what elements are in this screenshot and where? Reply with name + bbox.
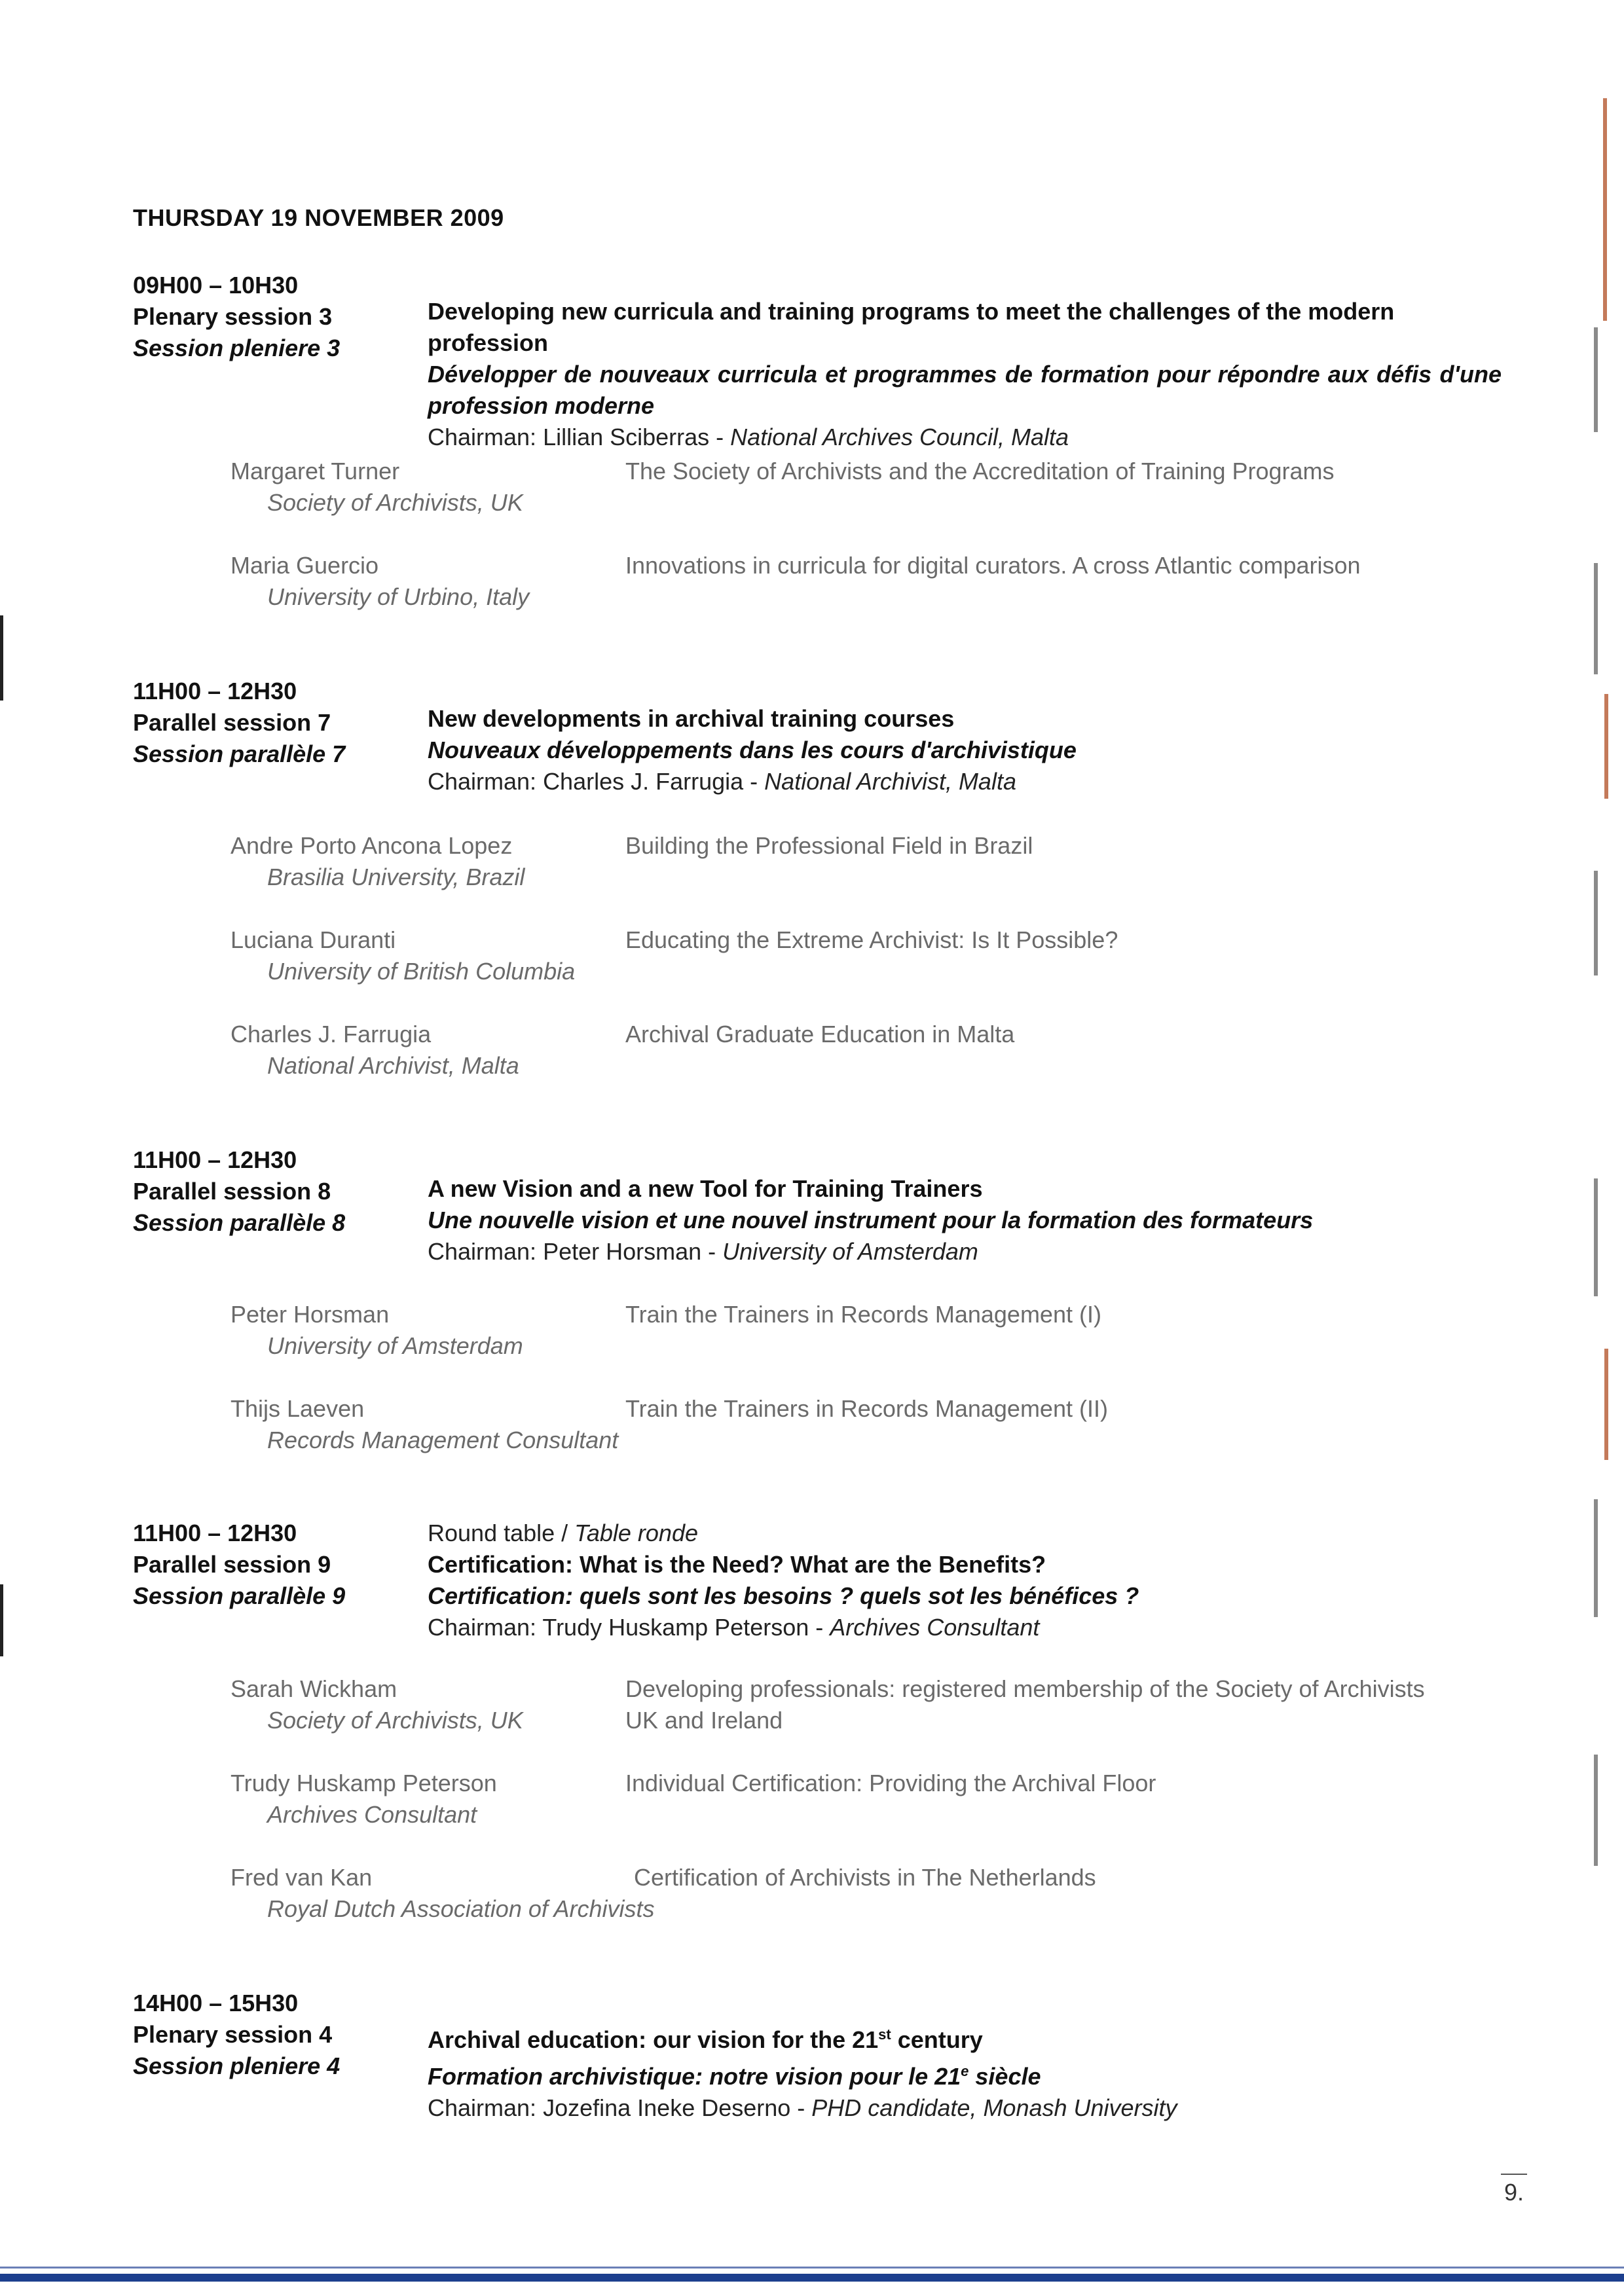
edge-mark bbox=[1594, 871, 1598, 975]
speaker-name: Andre Porto Ancona Lopez bbox=[231, 832, 513, 859]
speaker-name: Trudy Huskamp Peterson bbox=[231, 1770, 497, 1796]
session-chair bbox=[428, 2092, 1502, 2124]
session-meta bbox=[133, 1988, 408, 2082]
session-title-fr: Une nouvelle vision et une nouvel instrument pour la formation des formateurs bbox=[428, 1207, 1314, 1233]
session-details bbox=[428, 1173, 1502, 1267]
day-heading: THURSDAY 19 NOVEMBER 2009 bbox=[133, 204, 504, 231]
speaker-name: Margaret Turner bbox=[231, 458, 400, 484]
edge-mark bbox=[1604, 694, 1608, 799]
session-chair bbox=[428, 422, 1502, 453]
talk-title: Certification of Archivists in The Netherlands bbox=[634, 1864, 1096, 1891]
session-format bbox=[428, 1518, 1502, 1549]
talk-title: Individual Certification: Providing the Archival Floor bbox=[625, 1770, 1156, 1796]
chair-name: Chairman: Peter Horsman - bbox=[428, 1238, 723, 1265]
chair-name: Chairman: Lillian Sciberras - bbox=[428, 424, 731, 450]
bottom-border-line bbox=[0, 2267, 1624, 2269]
speaker-affiliation: University of British Columbia bbox=[267, 958, 576, 985]
session-time: 11H00 – 12H30 bbox=[133, 1146, 297, 1173]
session-time: 11H00 – 12H30 bbox=[133, 678, 297, 704]
edge-mark bbox=[0, 1630, 3, 1656]
session-title-text: Archival education: our vision for the 21 bbox=[428, 2026, 879, 2053]
session-title-fr-text: Formation archivistique: notre vision pour le 21 bbox=[428, 2063, 961, 2090]
chair-affiliation: University of Amsterdam bbox=[722, 1238, 978, 1265]
session-title: A new Vision and a new Tool for Training Trainers bbox=[428, 1175, 983, 1202]
speaker-affiliation: Royal Dutch Association of Archivists bbox=[267, 1895, 655, 1922]
ordinal-suffix-fr: e bbox=[961, 2063, 969, 2079]
session-format-en: Round table / bbox=[428, 1520, 575, 1546]
edge-mark bbox=[1594, 563, 1598, 674]
edge-mark bbox=[1594, 1499, 1598, 1617]
session-title-fr: Développer de nouveaux curricula et programmes de formation pour répondre aux défis d'une profession moderne bbox=[428, 361, 1502, 419]
session-details bbox=[428, 703, 1502, 797]
speaker-affiliation: Society of Archivists, UK bbox=[267, 489, 523, 516]
chair-name: Chairman: Charles J. Farrugia - bbox=[428, 768, 765, 795]
edge-mark bbox=[1604, 1349, 1608, 1460]
session-title-fr: Nouveaux développements dans les cours d'archivistique bbox=[428, 737, 1077, 763]
session-name: Plenary session 3 bbox=[133, 303, 333, 330]
edge-mark bbox=[0, 615, 3, 701]
session-chair bbox=[428, 766, 1502, 797]
session-meta bbox=[133, 1518, 408, 1612]
speaker-name: Fred van Kan bbox=[231, 1864, 373, 1891]
ordinal-suffix: st bbox=[878, 2026, 891, 2043]
page-number: 9. bbox=[1501, 2174, 1527, 2206]
speaker-name: Maria Guercio bbox=[231, 552, 379, 579]
speaker-affiliation: Archives Consultant bbox=[267, 1801, 477, 1828]
session-name-fr: Session parallèle 8 bbox=[133, 1209, 346, 1236]
talk-title: Educating the Extreme Archivist: Is It Possible? bbox=[625, 926, 1118, 953]
talk-title: Train the Trainers in Records Management (I) bbox=[625, 1301, 1101, 1328]
speaker-affiliation: National Archivist, Malta bbox=[267, 1052, 519, 1079]
session-name-fr: Session parallèle 7 bbox=[133, 740, 346, 767]
session-time: 14H00 – 15H30 bbox=[133, 1990, 299, 2016]
session-title-text-end: century bbox=[891, 2026, 983, 2053]
session-details bbox=[428, 1518, 1502, 1643]
session-name: Plenary session 4 bbox=[133, 2021, 333, 2048]
speaker-affiliation: Brasilia University, Brazil bbox=[267, 864, 525, 890]
chair-affiliation: National Archivist, Malta bbox=[764, 768, 1016, 795]
session-title-fr-text-end: siècle bbox=[969, 2063, 1041, 2090]
session-name: Parallel session 9 bbox=[133, 1551, 331, 1578]
session-details bbox=[428, 2019, 1502, 2124]
edge-mark bbox=[1603, 98, 1607, 321]
chair-affiliation: National Archives Council, Malta bbox=[730, 424, 1069, 450]
edge-mark bbox=[1594, 327, 1598, 432]
speaker-affiliation: University of Urbino, Italy bbox=[267, 583, 530, 610]
session-title: New developments in archival training courses bbox=[428, 705, 955, 732]
session-title: Certification: What is the Need? What are the Benefits? bbox=[428, 1551, 1046, 1578]
speaker-name: Sarah Wickham bbox=[231, 1675, 397, 1702]
talk-title: Developing professionals: registered membership of the Society of Archivists UK and Ireland bbox=[625, 1675, 1425, 1734]
session-details bbox=[428, 296, 1502, 453]
session-meta bbox=[133, 1144, 408, 1239]
session-name-fr: Session parallèle 9 bbox=[133, 1582, 346, 1609]
talk-title: The Society of Archivists and the Accreditation of Training Programs bbox=[625, 458, 1335, 484]
bottom-border-band bbox=[0, 2274, 1624, 2282]
speaker-affiliation: University of Amsterdam bbox=[267, 1332, 523, 1359]
session-meta bbox=[133, 270, 408, 364]
chair-name: Chairman: Jozefina Ineke Deserno - bbox=[428, 2094, 812, 2121]
talk-title: Archival Graduate Education in Malta bbox=[625, 1021, 1015, 1048]
session-format-fr: Table ronde bbox=[574, 1520, 698, 1546]
talk-title: Building the Professional Field in Brazil bbox=[625, 832, 1033, 859]
session-name-fr: Session pleniere 3 bbox=[133, 335, 341, 361]
session-name: Parallel session 8 bbox=[133, 1178, 331, 1205]
speaker-name: Thijs Laeven bbox=[231, 1395, 365, 1422]
speaker-affiliation: Society of Archivists, UK bbox=[267, 1707, 523, 1734]
session-chair bbox=[428, 1236, 1502, 1267]
session-title bbox=[428, 2019, 1502, 2056]
talk-title: Train the Trainers in Records Management (II) bbox=[625, 1395, 1108, 1422]
session-chair bbox=[428, 1612, 1502, 1643]
speaker-name: Luciana Duranti bbox=[231, 926, 396, 953]
session-title-fr: Certification: quels sont les besoins ? quels sot les bénéfices ? bbox=[428, 1582, 1139, 1609]
session-name-fr: Session pleniere 4 bbox=[133, 2052, 341, 2079]
session-time: 11H00 – 12H30 bbox=[133, 1520, 297, 1546]
chair-affiliation: PHD candidate, Monash University bbox=[811, 2094, 1177, 2121]
session-meta bbox=[133, 676, 408, 770]
speaker-name: Peter Horsman bbox=[231, 1301, 390, 1328]
chair-affiliation: Archives Consultant bbox=[830, 1614, 1040, 1641]
session-title: Developing new curricula and training programs to meet the challenges of the modern profession bbox=[428, 298, 1395, 356]
session-time: 09H00 – 10H30 bbox=[133, 272, 299, 299]
speaker-affiliation: Records Management Consultant bbox=[267, 1427, 619, 1453]
session-title-fr bbox=[428, 2056, 1502, 2092]
edge-mark bbox=[1594, 1178, 1598, 1296]
talk-title: Innovations in curricula for digital curators. A cross Atlantic comparison bbox=[625, 552, 1361, 579]
session-name: Parallel session 7 bbox=[133, 709, 331, 736]
speaker-name: Charles J. Farrugia bbox=[231, 1021, 432, 1048]
edge-mark bbox=[1594, 1755, 1598, 1866]
chair-name: Chairman: Trudy Huskamp Peterson - bbox=[428, 1614, 830, 1641]
